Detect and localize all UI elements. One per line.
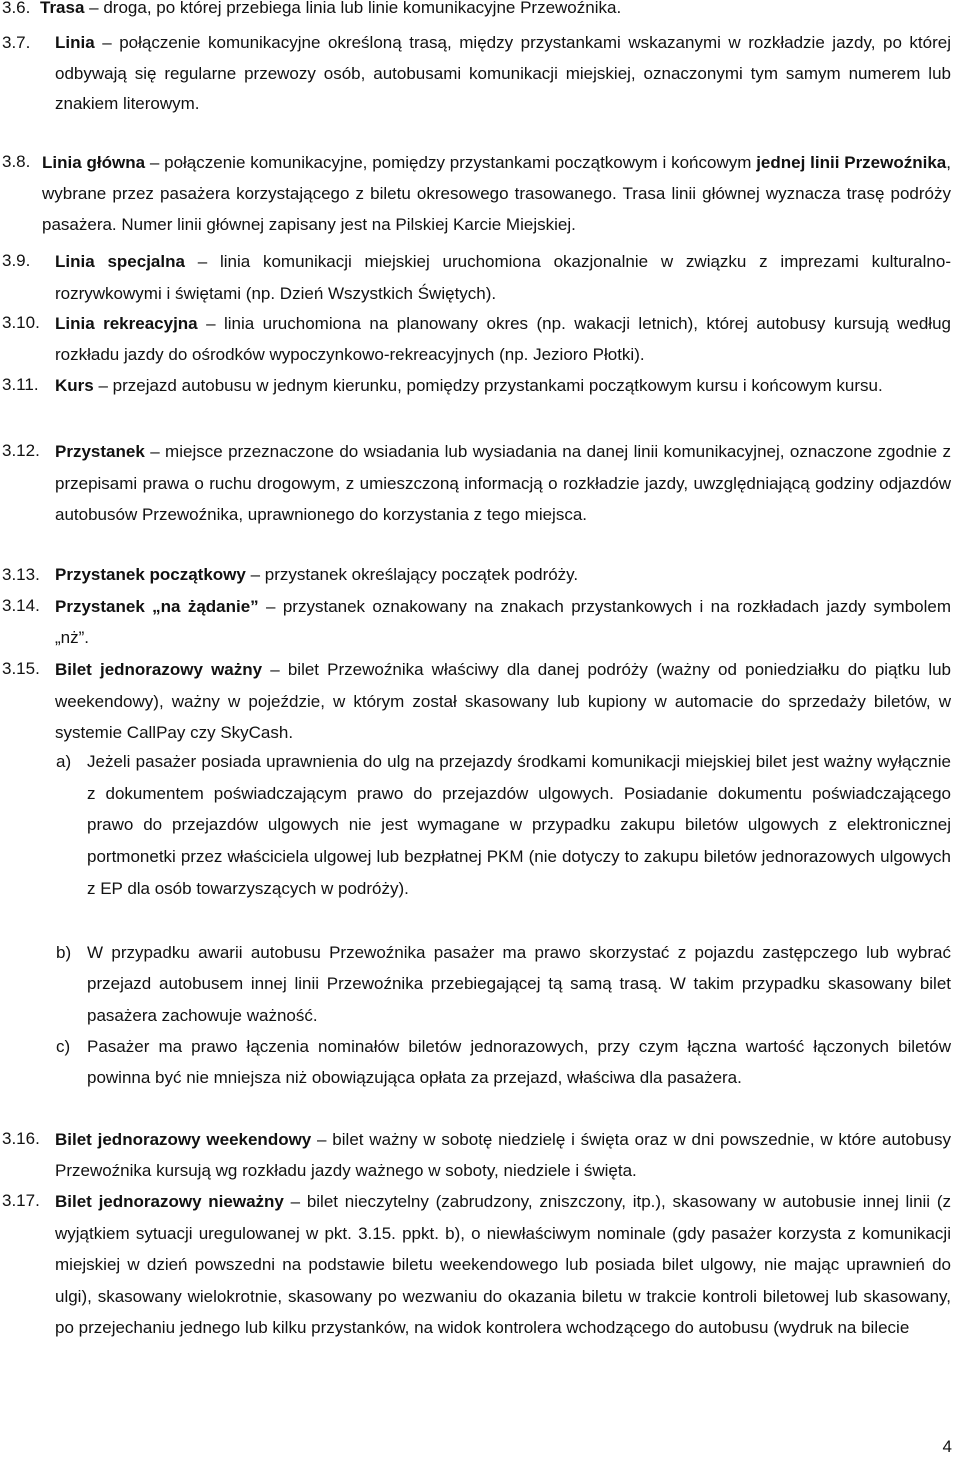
definition-text: Przystanek „na żądanie” – przystanek oznakowany na znakach przystankowych i na rozkładach jazdy symbolem „nż”. [55, 597, 951, 647]
sub-item-letter: b) [56, 943, 72, 962]
definition-number: 3.8. [2, 152, 31, 171]
definition-text: Bilet jednorazowy ważny – bilet Przewoźnika właściwy dla danej podróży (ważny od poniedziałku do piątku lub weekendowy), ważny w pojeździe, w którym został skasowany lub kupiony w automacie do sprzedaży biletów, w systemie CallPay czy SkyCash. [55, 660, 952, 742]
definition-term: Trasa [40, 0, 85, 17]
definition-number: 3.14. [2, 596, 40, 615]
definition-term: Linia rekreacyjna [55, 314, 198, 333]
definition-term: Bilet jednorazowy weekendowy [55, 1130, 312, 1149]
definition-text: Przystanek – miejsce przeznaczone do wsiadania lub wysiadania na danej linii komunikacyjnej, oznaczone zgodnie z przepisami prawa o ruchu drogowym, z umieszczoną informacją o rozkładzie jazdy, uwzględniającą godziny odjazdów autobusów Przewoźnika, uprawnionego do korzystania z tego miejsca. [55, 442, 951, 524]
definition-number: 3.17. [2, 1191, 40, 1210]
definition-number: 3.10. [2, 313, 40, 332]
sub-item-text: Pasażer ma prawo łączenia nominałów biletów jednorazowych, przy czym łączna wartość łączonych biletów powinna być nie mniejsza niż obowiązująca opłata za przejazd, właściwa dla pasażera. [87, 1037, 951, 1087]
definition-text: Linia specjalna – linia komunikacji miejskiej uruchomiona okazjonalnie w związku z imprezami kulturalno-rozrywkowymi i świętami (np. Dzień Wszystkich Świętych). [55, 252, 951, 303]
definition-term: Kurs [55, 376, 94, 395]
definition-number: 3.6. [2, 0, 31, 17]
definition-text: Linia rekreacyjna – linia uruchomiona na planowany okres (np. wakacji letnich), której autobusy kursują według rozkładu jazdy do ośrodków wypoczynkowo-rekreacyjnych (np. Jezioro Płotki). [55, 314, 951, 364]
sub-item-letter: a) [56, 752, 72, 771]
definition-term: Przystanek początkowy [55, 565, 246, 584]
definition-text: Trasa – droga, po której przebiega linia lub linie komunikacyjne Przewoźnika. [40, 0, 622, 17]
definition-term: Bilet jednorazowy ważny [55, 660, 263, 679]
definition-term: Przystanek [55, 442, 145, 461]
definition-term: Linia specjalna [55, 252, 185, 271]
definition-text: Linia – połączenie komunikacyjne określoną trasą, między przystankami wskazanymi w rozkładzie jazdy, po której odbywają się regularne przewozy osób, autobusami komunikacji miejskiej, oznaczonymi tym samym numerem lub znakiem literowym. [55, 33, 951, 113]
definition-text: Bilet jednorazowy weekendowy – bilet ważny w sobotę niedzielę i święta oraz w dni powszednie, w które autobusy Przewoźnika kursują wg rozkładu jazdy ważnego w soboty, niedziele i święta. [55, 1130, 951, 1180]
definition-text: Bilet jednorazowy nieważny – bilet nieczytelny (zabrudzony, zniszczony, itp.), skasowany w autobusie innej linii (z wyjątkiem sytuacji uregulowanej w pkt. 3.15. ppkt. b), o niewłaściwym nominale (gdy pasażer korzysta z komunikacji miejskiej w dzień powszedni na podstawie biletu weekendowego lub posiada bilet ulgowy, nie mając uprawnień do ulgi), skasowany wielokrotnie, skasowany po wezwaniu do okazania biletu w trakcie kontroli biletowej lub skasowany, po przejechaniu jednego lub kilku przystanków, na widok kontrolera wchodzącego do autobusu (wydruk na bilecie [55, 1192, 951, 1337]
page-number: 4 [942, 1437, 952, 1456]
definition-number: 3.9. [2, 251, 31, 270]
definition-term-emphasis: jednej linii Przewoźnika [756, 153, 947, 172]
definition-text: Kurs – przejazd autobusu w jednym kierunku, pomiędzy przystankami początkowym kursu i końcowym kursu. [55, 376, 883, 395]
definition-number: 3.11. [2, 375, 39, 394]
definition-term: Przystanek „na żądanie” [55, 597, 259, 616]
definition-text: Przystanek początkowy – przystanek określający początek podróży. [55, 565, 579, 584]
definition-number: 3.15. [2, 659, 40, 678]
definition-number: 3.12. [2, 441, 40, 460]
definition-number: 3.13. [2, 565, 40, 584]
definition-text: Linia główna – połączenie komunikacyjne, pomiędzy przystankami początkowym i końcowym jednej linii Przewoźnika, wybrane przez pasażera korzystającego z biletu okresowego trasowanego. Trasa linii głównej wyznacza trasę podróży pasażera. Numer linii głównej zapisany jest na Pilskiej Karcie Miejskiej. [42, 153, 951, 234]
definition-term: Bilet jednorazowy nieważny [55, 1192, 284, 1211]
definition-number: 3.7. [2, 33, 31, 52]
sub-item-text: W przypadku awarii autobusu Przewoźnika pasażer ma prawo skorzystać z pojazdu zastępczego lub wybrać przejazd autobusem innej linii Przewoźnika przebiegającej tą samą trasą. W takim przypadku skasowany bilet pasażera zachowuje ważność. [87, 943, 951, 1025]
sub-item-text: Jeżeli pasażer posiada uprawnienia do ulg na przejazdy środkami komunikacji miejskiej bilet jest ważny wyłącznie z dokumentem poświadczającym prawo do przejazdów ulgowych. Posiadanie dokumentu poświadczającego prawo do przejazdów ulgowych nie jest wymagane w przypadku zakupu biletów ulgowych z elektronicznej portmonetki przez właściciela ulgowej lub bezpłatnej PKM (nie dotyczy to zakupu biletów jednorazowych ulgowych z EP dla osób towarzyszących w podróży). [87, 752, 951, 898]
definition-term: Linia [55, 33, 95, 52]
definition-number: 3.16. [2, 1129, 40, 1148]
definition-term: Linia główna [42, 153, 146, 172]
sub-item-letter: c) [56, 1037, 71, 1056]
